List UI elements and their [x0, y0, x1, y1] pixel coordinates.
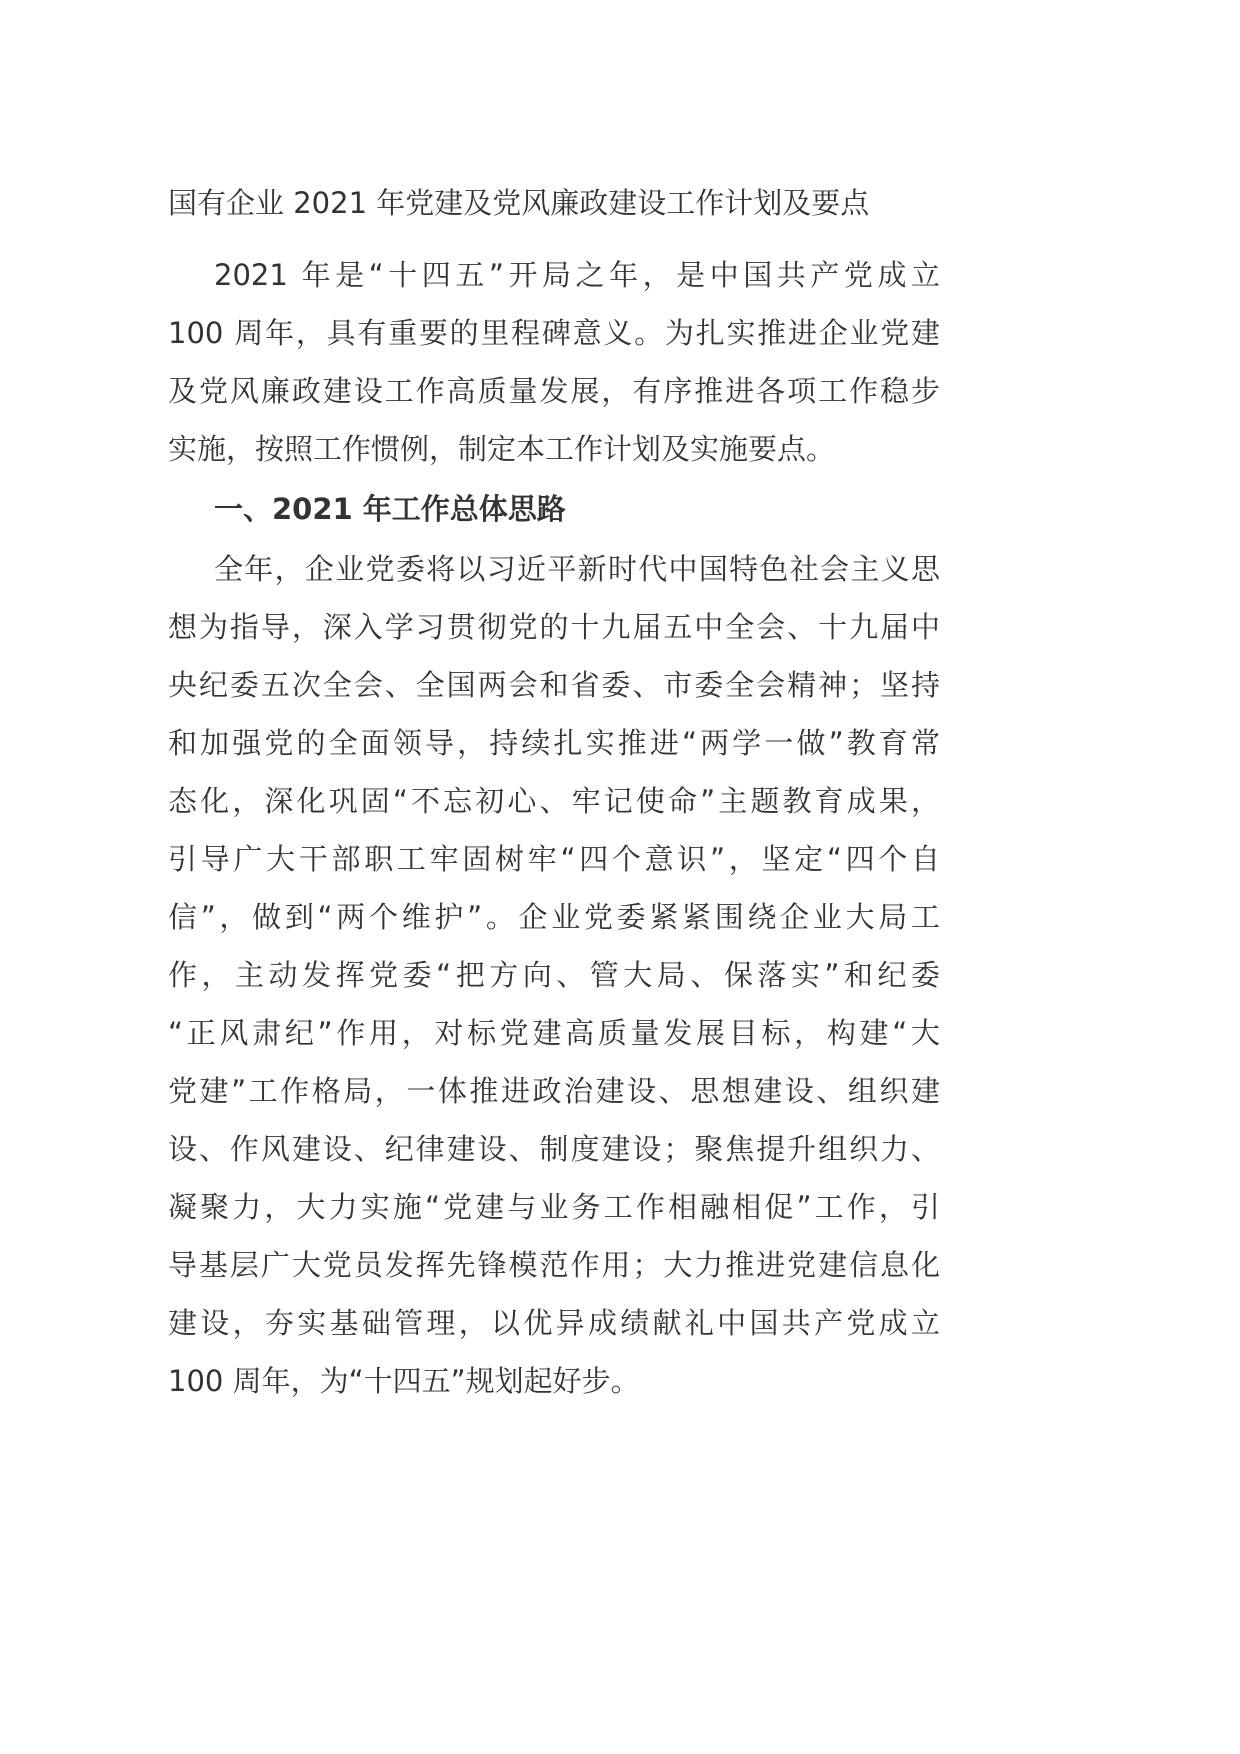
- text-line: 设、作风建设、纪律建设、制度建设；聚焦提升组织力、: [168, 1132, 940, 1166]
- text-line: 想为指导，深入学习贯彻党的十九届五中全会、十九届中: [168, 610, 940, 644]
- text-line: 100 周年，具有重要的里程碑意义。为扎实推进企业党建: [168, 316, 940, 350]
- text-line: 态化，深化巩固“不忘初心、牢记使命”主题教育成果，: [168, 784, 940, 818]
- text-line: 凝聚力，大力实施“党建与业务工作相融相促”工作，引: [168, 1190, 940, 1224]
- document-page: [168, 174, 940, 1410]
- text-line: 作，主动发挥党委“把方向、管大局、保落实”和纪委: [168, 958, 940, 992]
- text-line: 和加强党的全面领导，持续扎实推进“两学一做”教育常: [168, 726, 940, 760]
- text-line: 信”，做到“两个维护”。企业党委紧紧围绕企业大局工: [168, 900, 940, 934]
- text-line: “正风肃纪”作用，对标党建高质量发展目标，构建“大: [168, 1016, 940, 1050]
- text-line: 央纪委五次全会、全国两会和省委、市委全会精神；坚持: [168, 668, 940, 702]
- text-line: 党建”工作格局，一体推进政治建设、思想建设、组织建: [168, 1074, 940, 1108]
- section-heading: 一、2021 年工作总体思路: [214, 492, 566, 526]
- text-line: 建设，夯实基础管理，以优异成绩献礼中国共产党成立: [168, 1306, 940, 1340]
- paragraph-intro: [168, 246, 940, 478]
- text-line: 引导广大干部职工牢固树牢“四个意识”，坚定“四个自: [168, 842, 940, 876]
- text-line: 100 周年，为“十四五”规划起好步。: [168, 1364, 640, 1398]
- text-line: 导基层广大党员发挥先锋模范作用；大力推进党建信息化: [168, 1248, 940, 1282]
- text-line: 2021 年是“十四五”开局之年，是中国共产党成立: [214, 258, 940, 292]
- document-title: 国有企业 2021 年党建及党风廉政建设工作计划及要点: [168, 186, 870, 220]
- text-line: 全年，企业党委将以习近平新时代中国特色社会主义思: [214, 552, 940, 586]
- text-line: 及党风廉政建设工作高质量发展，有序推进各项工作稳步: [168, 374, 940, 408]
- paragraph-overall-approach: [168, 540, 940, 1410]
- text-line: 实施，按照工作惯例，制定本工作计划及实施要点。: [168, 432, 836, 466]
